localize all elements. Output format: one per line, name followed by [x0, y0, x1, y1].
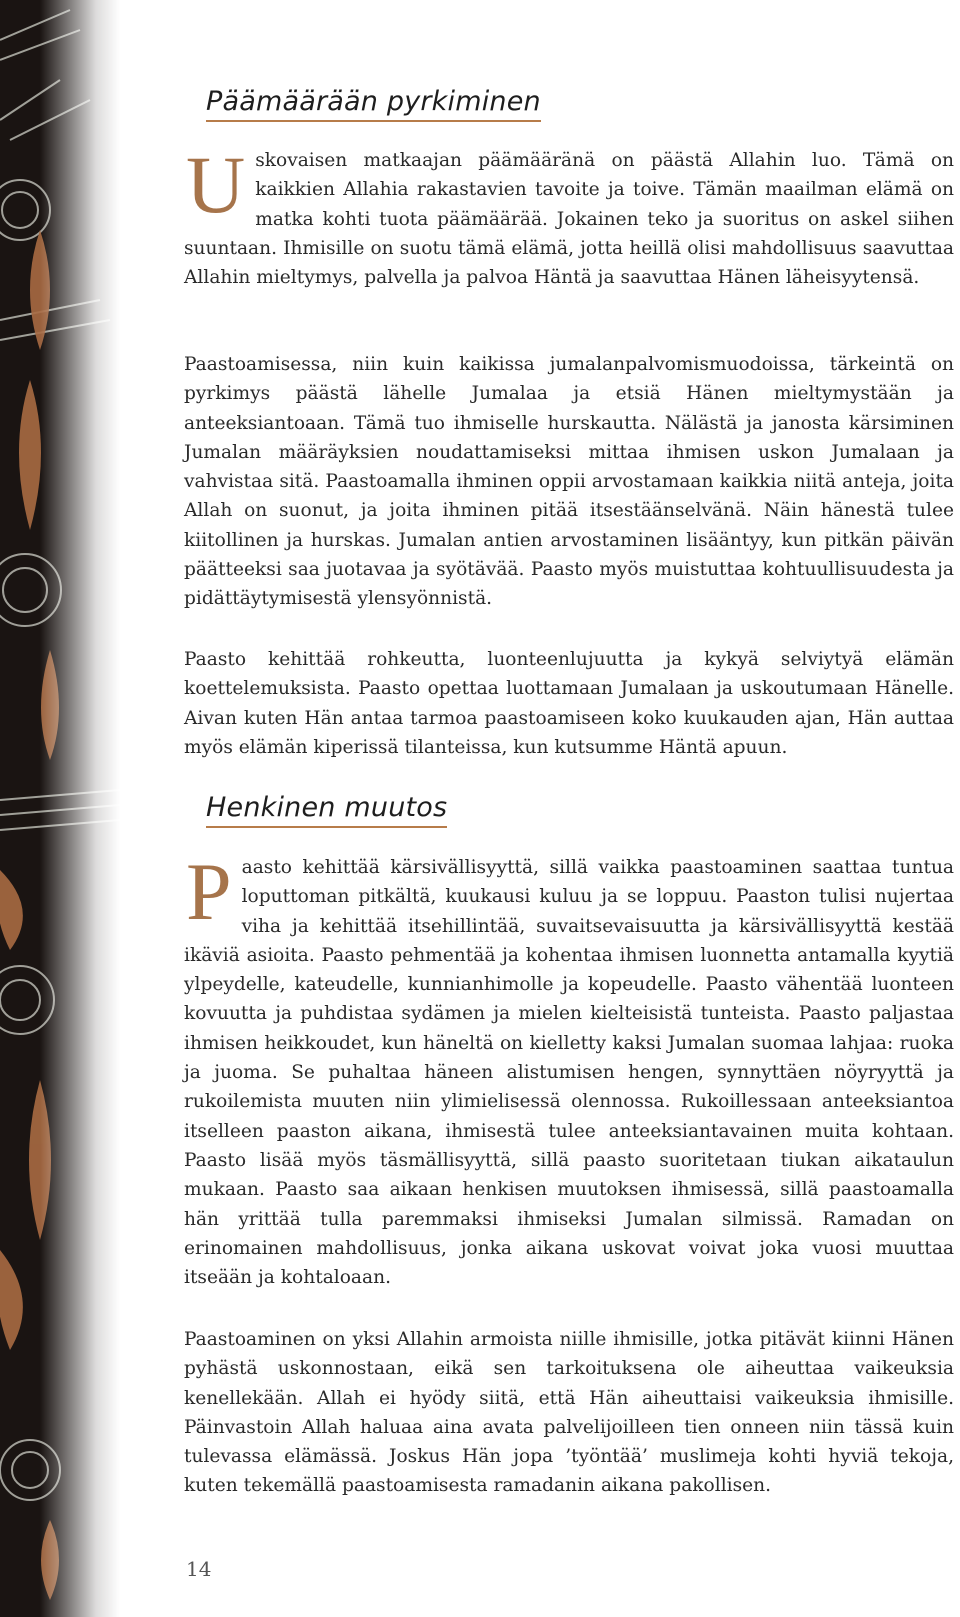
paragraph: [184, 846, 954, 1292]
paragraph: Paasto kehittää rohkeutta, luonteenlujuutta ja kykyä selviytyä elämän koettelemuksista. Paasto opettaa luottamaan Jumalaan ja uskoutumaan Hänelle. Aivan kuten Hän antaa tarmoa paastoamiseen koko kuukauden ajan, Hän auttaa myös elämän kiperissä tilanteissa, kun kutsumme Häntä apuun.: [184, 649, 954, 758]
page-number: 14: [186, 1557, 212, 1581]
drop-cap: P: [186, 846, 232, 937]
paragraph-text: skovaisen matkaajan päämääränä on päästä Allahin luo. Tämä on kaikkien Allahia rakastavien tavoite ja toive. Tämän maailman elämä on matka kohti tuota päämäärää. Jokainen teko ja suoritus on askel siihen suuntaan. Ihmisille on suotu tämä elämä, jotta heillä olisi mahdollisuus saavuttaa Allahin mieltymys, palvella ja palvoa Häntä ja saavuttaa Hänen läheisyytensä.: [184, 150, 954, 289]
paragraph: Paastoaminen on yksi Allahin armoista niille ihmisille, jotka pitävät kiinni Hänen pyhästä uskonnostaan, eikä sen tarkoituksena ole aiheuttaa vaikeuksia kenellekään. Allah ei hyödy siitä, että Hän aiheuttaisi vaikeuksia ihmisille. Päinvastoin Allah haluaa aina avata palvelijoilleen tien onneen niin tässä kuin tulevassa elämässä. Joskus Hän jopa ’työntää’ muslimeja kohti hyviä tekoja, kuten tekemällä paastoamisesta ramadanin aikana pakollisen.: [184, 1329, 954, 1497]
decorative-border: [0, 0, 120, 1617]
paragraph: Paastoamisessa, niin kuin kaikissa jumalanpalvomismuodoissa, tärkeintä on pyrkimys päästä lähelle Jumalaa ja etsiä Hänen mieltymystään ja anteeksiantoaan. Tämä tuo ihmiselle hurskautta. Nälästä ja janosta kärsiminen Jumalan määräyksien noudattamiseksi mittaa ihmisen uskon Jumalaan ja vahvistaa sitä. Paastoamalla ihminen oppii arvostamaan kaikkia niitä anteja, joita Allah on suonut, ja joita ihminen pitää itsestäänselvänä. Näin hänestä tulee kiitollinen ja hurskas. Jumalan antien arvostaminen lisääntyy, kun pitkän päivän päätteeksi saa juotavaa ja syötävää. Paasto myös muistuttaa kohtuullisuudesta ja pidättäytymisestä ylensyönnistä.: [184, 354, 954, 610]
drop-cap: U: [186, 139, 246, 230]
section-heading-goal: Päämäärään pyrkiminen: [206, 86, 541, 122]
paragraph-text: aasto kehittää kärsivällisyyttä, sillä vaikka paastoaminen saattaa tuntua loputtoman pitkältä, kuukausi kuluu ja se loppuu. Paaston tulisi nujertaa viha ja kehittää itsehillintää, suvaitsevaisuutta ja kärsivällisyyttä kestää ikäviä asioita. Paasto pehmentää ja kohentaa ihmisen luonnetta antamalla kyytiä ylpeydelle, kateudelle, kunnianhimolle ja kopeudelle. Paasto vähentää luonteen kovuutta ja puhdistaa sydämen ja mielen kielteisistä tunteista. Paasto paljastaa ihmisen heikkoudet, kun häneltä on kielletty kaksi Jumalan suomaa lahjaa: ruoka ja juoma. Se puhaltaa häneen alistumisen hengen, synnyttäen nöyryyttä ja rukoilemista muuten niin ylimielisessä olennossa. Rukoillessaan anteeksiantoa itselleen paaston aikana, ihmisestä tulee anteeksiantavainen muita kohtaan. Paasto lisää myös täsmällisyyttä, sillä paasto suoritetaan tiukan aikataulun mukaan. Paasto saa aikaan henkisen muutoksen ihmisessä, sillä paastoamalla hän yrittää tulla paremmaksi ihmiseksi Jumalan silmissä. Ramadan on erinomainen mahdollisuus, jonka aikana uskovat voivat joka vuosi muuttaa itseään ja kohtaloaan.: [184, 857, 954, 1289]
paragraph: [184, 139, 954, 292]
section-heading-spiritual-change: Henkinen muutos: [206, 792, 447, 828]
